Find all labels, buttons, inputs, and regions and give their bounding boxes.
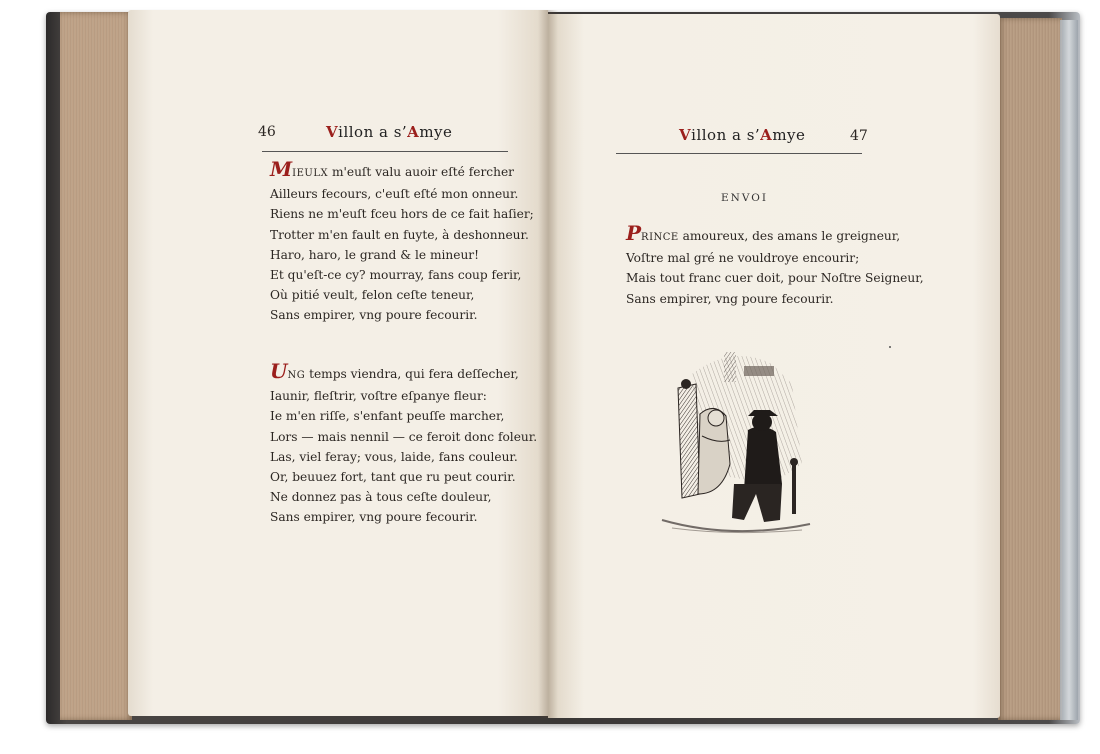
drop-cap: U [270, 359, 288, 383]
stanza-line: PRINCE amoureux, des amans le greigneur, [626, 221, 901, 245]
stanza-line: Sans empirer, vng poure fecourir. [270, 510, 478, 525]
stanza-line: Iaunir, fleſtrir, voſtre eſpanye fleur: [270, 389, 487, 404]
header-rule-left [262, 151, 508, 152]
page-edges-right [998, 18, 1062, 720]
stanza-line: Et qu'eſt-ce cy? mourray, fans coup ferir, [270, 268, 522, 283]
page-number-right: 47 [850, 128, 868, 144]
envoi-stanza [626, 221, 924, 309]
stanza-line: Riens ne m'euſt fceu hors de ce fait haſier; [270, 207, 534, 222]
stanza-line: Or, beuuez fort, tant que ru peut courir. [270, 470, 516, 485]
stanza-line: Voſtre mal gré ne vouldroye encourir; [626, 251, 860, 266]
drop-cap: P [626, 221, 642, 245]
stanza-line: Haro, haro, le grand & le mineur! [270, 247, 480, 262]
book-gutter [538, 10, 558, 718]
stanza-line: Ailleurs fecours, c'euſt eſté mon onneur. [270, 187, 519, 202]
stanza-1 [270, 157, 534, 326]
stanza-line: Où pitié veult, felon ceſte teneur, [270, 288, 475, 303]
paper-speck [889, 346, 891, 348]
header-rule-right [616, 153, 862, 154]
stanza-line: UNG temps viendra, qui fera deſſecher, [270, 359, 519, 383]
stanza-line: Ne donnez pas à tous ceſte douleur, [270, 490, 492, 505]
stanza-line: Las, viel feray; vous, laide, fans couleur. [270, 449, 518, 464]
running-title-left: Villon a s’Amye [326, 123, 453, 141]
stanza-line: Sans empirer, vng poure fecourir. [270, 308, 478, 323]
page-number-left: 46 [258, 124, 276, 140]
stanza-line: Trotter m'en fault en fuyte, à deshonneur. [270, 227, 529, 242]
drop-cap: M [270, 157, 293, 181]
stanza-line: MIEULX m'euſt valu auoir eſté fercher [270, 157, 514, 181]
stanza-line: Mais tout franc cuer doit, pour Noſtre Seigneur, [626, 271, 924, 286]
engraving-illustration [652, 344, 812, 536]
page-edges-left [60, 12, 132, 720]
stanza-line: Lors — mais nennil — ce feroit donc foleur. [270, 429, 538, 444]
stanza-line: Sans empirer, vng poure fecourir. [626, 291, 834, 306]
running-title-right: Villon a s’Amye [679, 126, 806, 144]
plastic-wrap [1060, 20, 1078, 720]
stanza-2 [270, 359, 538, 528]
stanza-line: Ie m'en riſſe, s'enfant peuſſe marcher, [270, 409, 505, 424]
section-heading: ENVOI [721, 192, 769, 204]
